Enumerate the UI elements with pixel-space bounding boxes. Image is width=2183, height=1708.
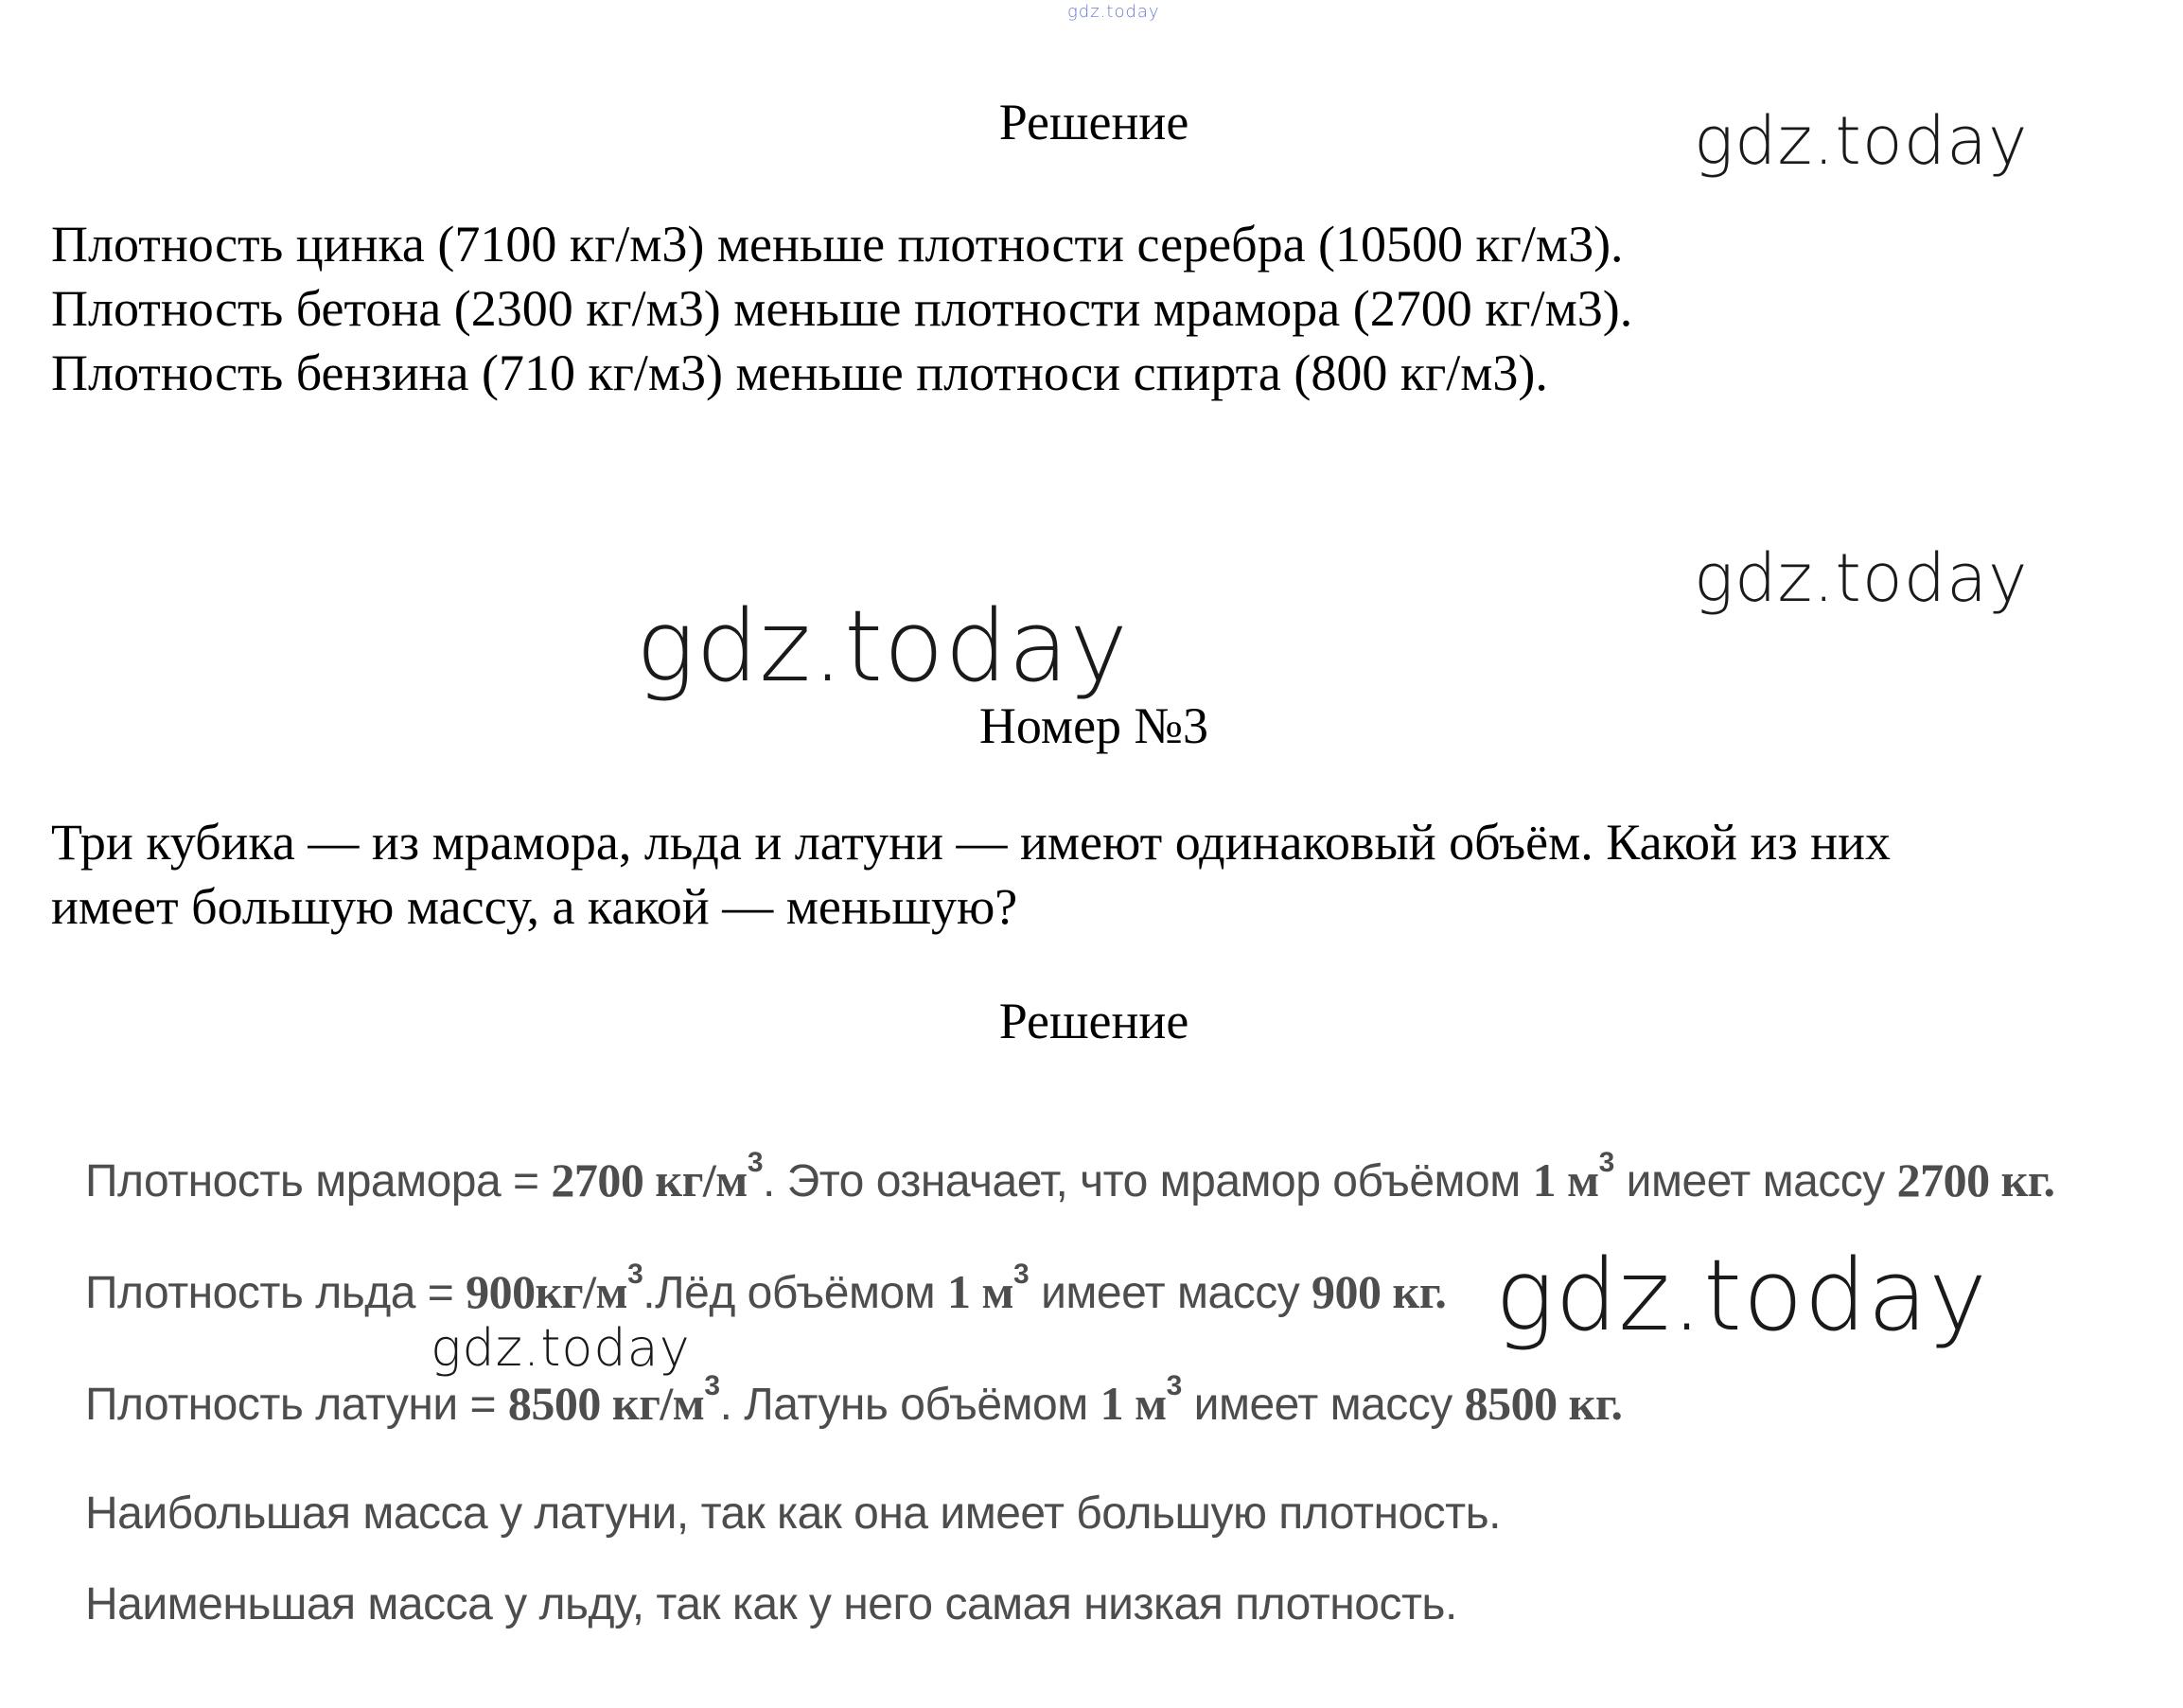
brass-density-exp: 3 — [704, 1370, 720, 1401]
solution-line-3: Плотность бензина (710 кг/м3) меньше плотноси спирта (800 кг/м3). — [51, 344, 1548, 401]
ice-density: 900кг/м — [466, 1265, 628, 1318]
marble-density: 2700 кг/м — [551, 1153, 748, 1206]
solution-line-2: Плотность бетона (2300 кг/м3) меньше плотности мрамора (2700 кг/м3). — [51, 280, 1633, 337]
problem-heading: Номер №3 — [978, 697, 1209, 754]
brass-label: Плотность латуни = — [85, 1380, 508, 1430]
marble-volume: 1 м — [1532, 1153, 1599, 1206]
solution-heading-2: Решение — [998, 993, 1189, 1049]
watermark-bottom-left: gdz.today — [431, 1318, 691, 1378]
watermark-tiny: gdz.today — [1067, 2, 1160, 22]
ice-volume-exp: 3 — [1013, 1259, 1030, 1290]
ice-label: Плотность льда = — [85, 1268, 467, 1318]
marble-density-exp: 3 — [747, 1147, 764, 1178]
ice-tail: имеет массу — [1029, 1268, 1312, 1318]
answer-ice — [85, 1259, 1447, 1319]
answer-marble — [85, 1147, 2055, 1207]
watermark-bottom-right: gdz.today — [1495, 1238, 1988, 1353]
brass-mass: 8500 кг. — [1464, 1377, 1623, 1430]
marble-text: . Это означает, что мрамор объёмом — [763, 1156, 1533, 1206]
marble-tail: имеет массу — [1613, 1156, 1897, 1206]
answer-brass — [85, 1370, 1623, 1431]
watermark-top-right: gdz.today — [1694, 102, 2029, 180]
ice-volume: 1 м — [946, 1265, 1014, 1318]
watermark-mid-right: gdz.today — [1694, 539, 2029, 617]
solution-line-1: Плотность цинка (7100 кг/м3) меньше плотности серебра (10500 кг/м3). — [51, 216, 1624, 273]
brass-volume-exp: 3 — [1166, 1370, 1182, 1401]
conclusion-min: Наименьшая масса у льду, так как у него самая низкая плотность. — [85, 1579, 1457, 1629]
ice-mass: 900 кг. — [1312, 1265, 1447, 1318]
brass-text: . Латунь объёмом — [719, 1380, 1100, 1430]
marble-label: Плотность мрамора = — [85, 1156, 552, 1206]
watermark-center: gdz.today — [636, 589, 1129, 704]
ice-density-exp: 3 — [627, 1259, 643, 1290]
marble-volume-exp: 3 — [1598, 1147, 1614, 1178]
solution-heading-1: Решение — [998, 94, 1189, 150]
brass-volume: 1 м — [1100, 1377, 1167, 1430]
question-line-2: имеет большую массу, а какой — меньшую? — [51, 878, 1018, 935]
brass-tail: имеет массу — [1181, 1380, 1465, 1430]
ice-text: .Лёд объёмом — [643, 1268, 947, 1318]
marble-mass: 2700 кг. — [1896, 1153, 2055, 1206]
brass-density: 8500 кг/м — [507, 1377, 705, 1430]
question-line-1: Три кубика — из мрамора, льда и латуни — имеют одинаковый объём. Какой из них — [51, 814, 1891, 871]
conclusion-max: Наибольшая масса у латуни, так как она имеет большую плотность. — [85, 1488, 1501, 1539]
